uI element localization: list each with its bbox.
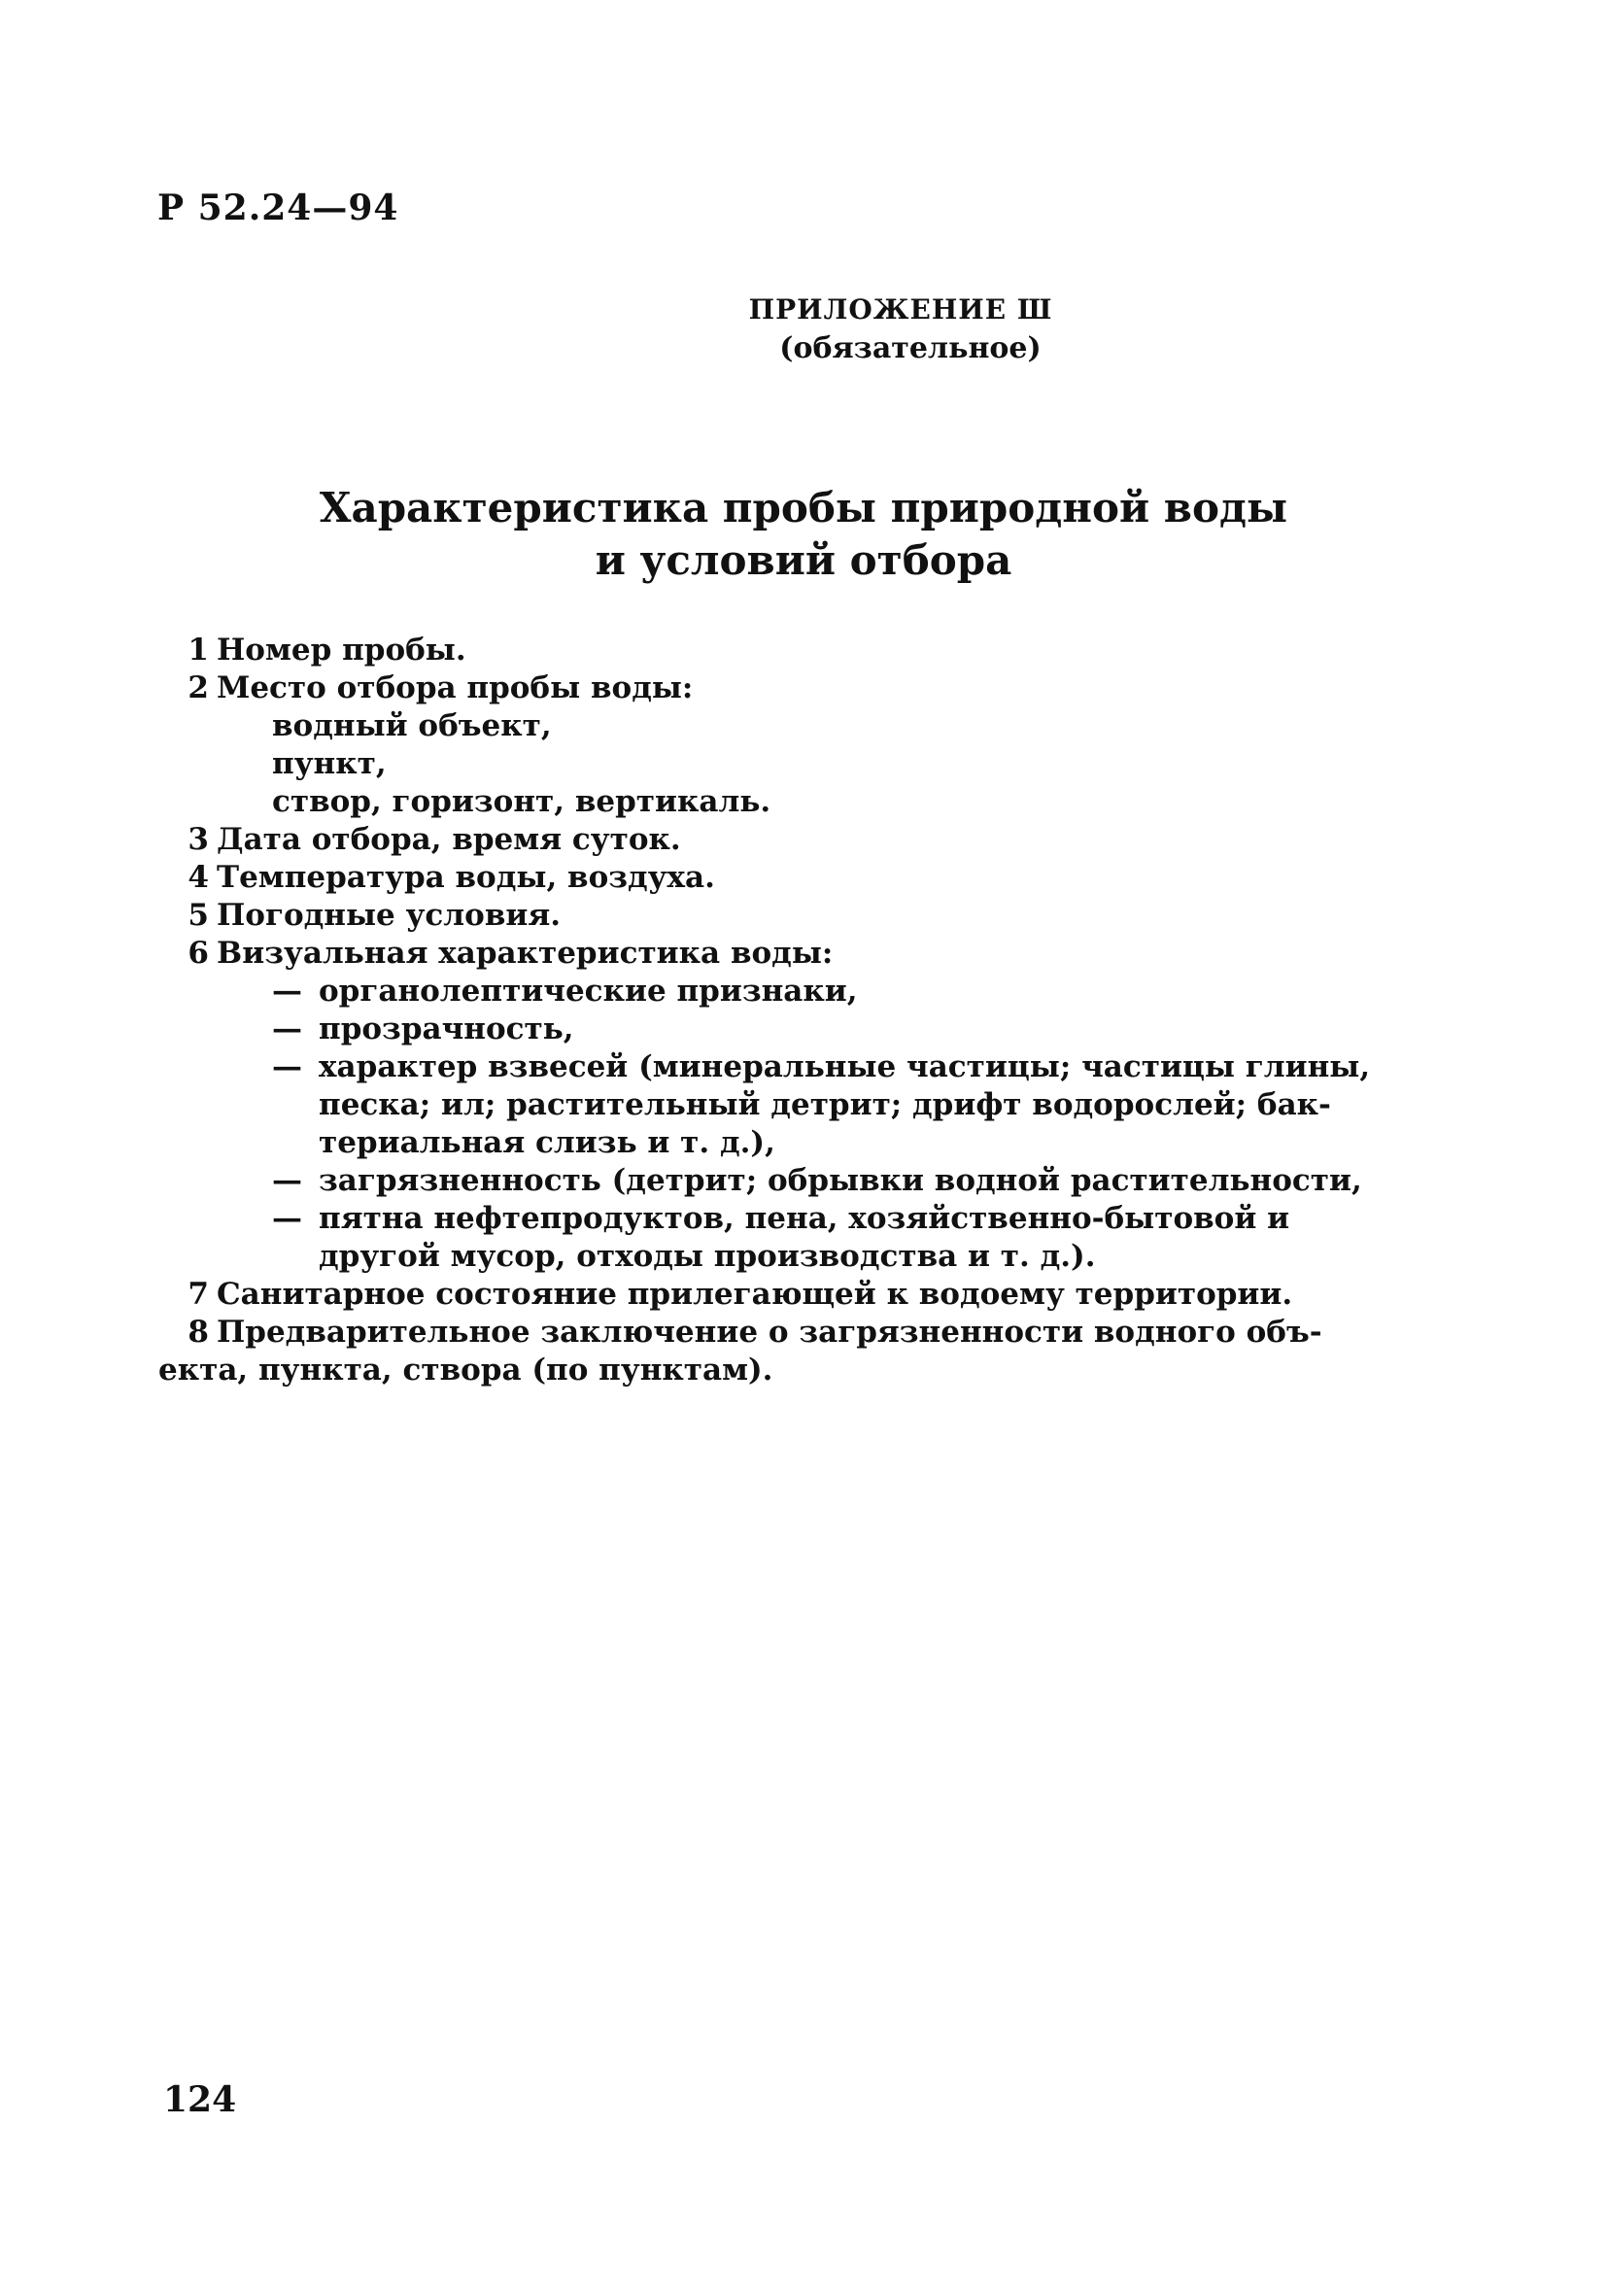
- dash-item-suspension-cont-2: териальная слизь и т. д.),: [319, 1125, 775, 1160]
- dash-item-text: прозрачность,: [319, 1011, 574, 1046]
- list-item-number: 7: [188, 1277, 209, 1312]
- dash-item-pollution: [170, 1162, 1443, 1200]
- list-item-4: [170, 859, 1443, 897]
- list-item-number: 8: [188, 1315, 209, 1350]
- list-item-text: Температура воды, воздуха.: [217, 860, 715, 895]
- dash-marker: —: [272, 974, 302, 1009]
- list-item-text: Погодные условия.: [217, 898, 562, 933]
- list-item-text: Место отбора пробы воды:: [217, 670, 694, 705]
- appendix-status: (обязательное): [779, 331, 1042, 365]
- list-item-5: [170, 897, 1443, 935]
- dash-item-transparency: [170, 1011, 1443, 1048]
- list-item-text: Номер пробы.: [217, 633, 466, 668]
- dash-item-text: загрязненность (детрит; обрывки водной растительности,: [319, 1163, 1362, 1198]
- list-item-text: Дата отбора, время суток.: [217, 822, 681, 857]
- appendix-label: ПРИЛОЖЕНИЕ Ш: [748, 293, 1053, 326]
- dash-item-spots-cont: другой мусор, отходы производства и т. д.).: [319, 1239, 1096, 1274]
- list-item-number: 4: [188, 860, 209, 895]
- dash-item-text: характер взвесей (минеральные частицы; частицы глины,: [319, 1049, 1371, 1084]
- appendix-heading: [0, 291, 1607, 369]
- list-item-number: 3: [188, 822, 209, 857]
- dash-item-spots: [170, 1200, 1443, 1238]
- page-title-line-1: Характеристика пробы природной воды: [319, 484, 1288, 531]
- sub-item-section: створ, горизонт, вертикаль.: [272, 784, 771, 819]
- list-item-number: 2: [188, 670, 209, 705]
- document-code: Р 52.24—94: [157, 188, 399, 228]
- list-item-text: Предварительное заключение о загрязненности водного объ-: [217, 1315, 1322, 1350]
- list-item-text: Санитарное состояние прилегающей к водоему территории.: [217, 1277, 1293, 1312]
- dash-item-suspension-cont-1: песка; ил; растительный детрит; дрифт водорослей; бак-: [319, 1087, 1331, 1122]
- dash-item-text: органолептические признаки,: [319, 974, 858, 1009]
- dash-marker: —: [272, 1163, 302, 1198]
- dash-item-suspension: [170, 1048, 1443, 1086]
- sub-item-water-body: водный объект,: [272, 708, 552, 743]
- list-item-number: 6: [188, 936, 209, 971]
- dash-marker: —: [272, 1049, 302, 1084]
- list-item-6: [170, 935, 1443, 973]
- list-item-number: 1: [188, 633, 209, 668]
- page-title-line-2: и условий отбора: [595, 536, 1012, 584]
- page-number: 124: [163, 2079, 237, 2120]
- page-title: [0, 482, 1607, 587]
- list-item-7: [170, 1276, 1443, 1314]
- dash-marker: —: [272, 1011, 302, 1046]
- list-item-2: [170, 669, 1443, 707]
- list-item-8: [170, 1314, 1443, 1352]
- list-item-3: [170, 821, 1443, 859]
- list-item-text: Визуальная характеристика воды:: [217, 936, 834, 971]
- dash-item-text: пятна нефтепродуктов, пена, хозяйственно-бытовой и: [319, 1201, 1290, 1236]
- list-item-8-cont: екта, пункта, створа (по пунктам).: [158, 1353, 773, 1388]
- list-item-1: [170, 632, 1443, 669]
- sub-item-point: пункт,: [272, 746, 387, 781]
- dash-marker: —: [272, 1201, 302, 1236]
- characteristics-list: [158, 632, 1443, 1389]
- dash-item-organoleptic: [170, 973, 1443, 1011]
- list-item-number: 5: [188, 898, 209, 933]
